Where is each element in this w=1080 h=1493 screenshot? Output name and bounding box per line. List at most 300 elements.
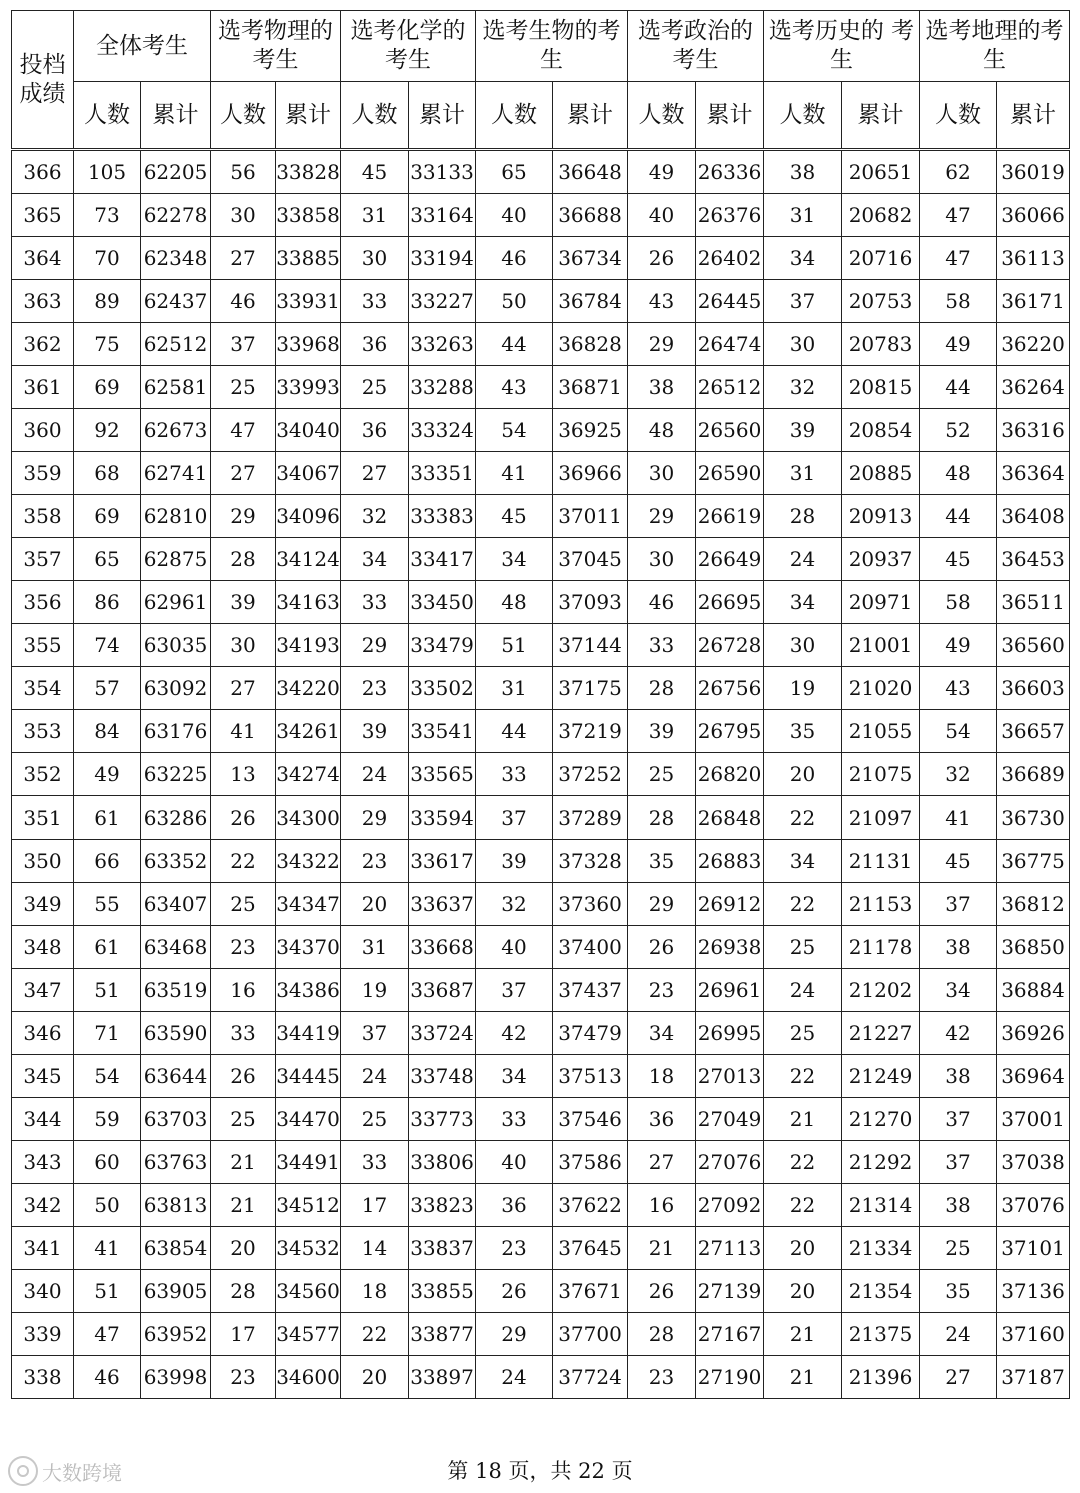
count-cell: 23 — [341, 667, 409, 710]
cumulative-cell: 33594 — [409, 796, 476, 839]
score-cell: 347 — [12, 968, 74, 1011]
count-cell: 29 — [628, 323, 696, 366]
count-cell: 25 — [764, 925, 842, 968]
group-header-physics: 选考物理的考生 — [211, 11, 341, 82]
group-header-all: 全体考生 — [74, 11, 211, 82]
cumulative-cell: 36775 — [997, 839, 1070, 882]
header-row-subcolumns — [12, 82, 1070, 150]
cumulative-cell: 33637 — [409, 882, 476, 925]
count-cell: 34 — [764, 839, 842, 882]
cumulative-cell: 33828 — [276, 150, 341, 194]
count-cell: 49 — [74, 753, 141, 796]
cumulative-cell: 63176 — [141, 710, 211, 753]
cumulative-cell: 37219 — [553, 710, 628, 753]
cumulative-cell: 37187 — [997, 1355, 1070, 1398]
cumulative-cell: 26756 — [696, 667, 764, 710]
count-header: 人数 — [764, 82, 842, 150]
count-cell: 41 — [74, 1226, 141, 1269]
page-number: 第 18 页，共 22 页 — [447, 1459, 633, 1483]
table-row — [12, 495, 1070, 538]
cumulative-cell: 37011 — [553, 495, 628, 538]
count-cell: 37 — [920, 1097, 997, 1140]
count-cell: 32 — [476, 882, 553, 925]
count-cell: 20 — [341, 882, 409, 925]
count-cell: 38 — [920, 1054, 997, 1097]
count-cell: 46 — [476, 237, 553, 280]
cumulative-cell: 20937 — [842, 538, 920, 581]
count-cell: 20 — [764, 1226, 842, 1269]
cumulative-cell: 36603 — [997, 667, 1070, 710]
table-row — [12, 1355, 1070, 1398]
table-row — [12, 882, 1070, 925]
cumulative-cell: 62810 — [141, 495, 211, 538]
cumulative-cell: 21396 — [842, 1355, 920, 1398]
cumulative-cell: 33748 — [409, 1054, 476, 1097]
cumulative-cell: 36220 — [997, 323, 1070, 366]
cumulative-cell: 37289 — [553, 796, 628, 839]
table-row — [12, 409, 1070, 452]
cumulative-cell: 34532 — [276, 1226, 341, 1269]
score-cell: 360 — [12, 409, 74, 452]
count-cell: 31 — [341, 925, 409, 968]
cumulative-cell: 33968 — [276, 323, 341, 366]
score-cell: 363 — [12, 280, 74, 323]
cumulative-cell: 21270 — [842, 1097, 920, 1140]
cumulative-cell: 36453 — [997, 538, 1070, 581]
count-cell: 24 — [341, 1054, 409, 1097]
count-cell: 23 — [628, 968, 696, 1011]
count-cell: 54 — [920, 710, 997, 753]
count-cell: 31 — [764, 452, 842, 495]
cumulative-cell: 34445 — [276, 1054, 341, 1097]
count-cell: 23 — [211, 925, 276, 968]
count-cell: 48 — [476, 581, 553, 624]
count-cell: 26 — [211, 796, 276, 839]
count-cell: 29 — [341, 796, 409, 839]
cumulative-cell: 33773 — [409, 1097, 476, 1140]
count-cell: 86 — [74, 581, 141, 624]
count-cell: 30 — [341, 237, 409, 280]
cumulative-cell: 62278 — [141, 194, 211, 237]
count-cell: 32 — [341, 495, 409, 538]
count-cell: 40 — [476, 194, 553, 237]
count-cell: 51 — [74, 1269, 141, 1312]
cumulative-cell: 63225 — [141, 753, 211, 796]
cumulative-cell: 62875 — [141, 538, 211, 581]
cumulative-cell: 27113 — [696, 1226, 764, 1269]
cumulative-cell: 33227 — [409, 280, 476, 323]
cumulative-cell: 36689 — [997, 753, 1070, 796]
count-cell: 35 — [764, 710, 842, 753]
cumulative-cell: 20854 — [842, 409, 920, 452]
cumulative-cell: 26336 — [696, 150, 764, 194]
cumulative-cell: 26649 — [696, 538, 764, 581]
count-cell: 22 — [764, 1140, 842, 1183]
cumulative-header: 累计 — [696, 82, 764, 150]
count-cell: 20 — [764, 753, 842, 796]
table-body — [12, 150, 1070, 1399]
count-cell: 44 — [476, 710, 553, 753]
count-cell: 46 — [74, 1355, 141, 1398]
count-cell: 70 — [74, 237, 141, 280]
cumulative-cell: 33351 — [409, 452, 476, 495]
count-cell: 37 — [920, 1140, 997, 1183]
cumulative-cell: 37076 — [997, 1183, 1070, 1226]
score-cell: 343 — [12, 1140, 74, 1183]
cumulative-cell: 27013 — [696, 1054, 764, 1097]
cumulative-cell: 63813 — [141, 1183, 211, 1226]
cumulative-cell: 27076 — [696, 1140, 764, 1183]
cumulative-cell: 63952 — [141, 1312, 211, 1355]
cumulative-cell: 33541 — [409, 710, 476, 753]
count-cell: 32 — [764, 366, 842, 409]
count-cell: 38 — [764, 150, 842, 194]
cumulative-cell: 33417 — [409, 538, 476, 581]
table-row — [12, 1097, 1070, 1140]
count-cell: 43 — [628, 280, 696, 323]
cumulative-cell: 36648 — [553, 150, 628, 194]
count-header: 人数 — [628, 82, 696, 150]
count-cell: 56 — [211, 150, 276, 194]
cumulative-cell: 37160 — [997, 1312, 1070, 1355]
cumulative-cell: 63644 — [141, 1054, 211, 1097]
cumulative-cell: 34560 — [276, 1269, 341, 1312]
cumulative-cell: 34193 — [276, 624, 341, 667]
count-cell: 39 — [341, 710, 409, 753]
count-cell: 74 — [74, 624, 141, 667]
cumulative-cell: 62437 — [141, 280, 211, 323]
count-cell: 37 — [476, 968, 553, 1011]
count-cell: 29 — [341, 624, 409, 667]
count-header: 人数 — [476, 82, 553, 150]
count-cell: 66 — [74, 839, 141, 882]
cumulative-cell: 26402 — [696, 237, 764, 280]
cumulative-cell: 33164 — [409, 194, 476, 237]
count-cell: 75 — [74, 323, 141, 366]
cumulative-cell: 37586 — [553, 1140, 628, 1183]
count-cell: 21 — [211, 1140, 276, 1183]
score-cell: 340 — [12, 1269, 74, 1312]
count-cell: 34 — [920, 968, 997, 1011]
count-cell: 84 — [74, 710, 141, 753]
table-row — [12, 581, 1070, 624]
cumulative-cell: 63407 — [141, 882, 211, 925]
count-cell: 25 — [211, 882, 276, 925]
cumulative-cell: 36364 — [997, 452, 1070, 495]
cumulative-cell: 33993 — [276, 366, 341, 409]
cumulative-cell: 20885 — [842, 452, 920, 495]
count-cell: 27 — [211, 237, 276, 280]
cumulative-cell: 37093 — [553, 581, 628, 624]
count-cell: 25 — [341, 366, 409, 409]
count-cell: 71 — [74, 1011, 141, 1054]
cumulative-cell: 21001 — [842, 624, 920, 667]
count-cell: 19 — [764, 667, 842, 710]
count-cell: 61 — [74, 796, 141, 839]
count-cell: 50 — [476, 280, 553, 323]
count-cell: 38 — [920, 1183, 997, 1226]
cumulative-cell: 36657 — [997, 710, 1070, 753]
cumulative-cell: 33885 — [276, 237, 341, 280]
cumulative-header: 累计 — [553, 82, 628, 150]
count-cell: 55 — [74, 882, 141, 925]
table-row — [12, 1226, 1070, 1269]
count-cell: 20 — [764, 1269, 842, 1312]
cumulative-cell: 37700 — [553, 1312, 628, 1355]
cumulative-cell: 26795 — [696, 710, 764, 753]
score-cell: 361 — [12, 366, 74, 409]
cumulative-cell: 33263 — [409, 323, 476, 366]
count-cell: 16 — [628, 1183, 696, 1226]
cumulative-cell: 21020 — [842, 667, 920, 710]
cumulative-cell: 34491 — [276, 1140, 341, 1183]
count-cell: 46 — [211, 280, 276, 323]
cumulative-cell: 33837 — [409, 1226, 476, 1269]
cumulative-cell: 36019 — [997, 150, 1070, 194]
cumulative-cell: 27190 — [696, 1355, 764, 1398]
count-header: 人数 — [211, 82, 276, 150]
cumulative-cell: 34370 — [276, 925, 341, 968]
count-cell: 31 — [476, 667, 553, 710]
cumulative-cell: 36926 — [997, 1011, 1070, 1054]
count-cell: 32 — [920, 753, 997, 796]
count-cell: 22 — [764, 882, 842, 925]
cumulative-cell: 34300 — [276, 796, 341, 839]
count-cell: 35 — [920, 1269, 997, 1312]
count-cell: 22 — [211, 839, 276, 882]
cumulative-cell: 63092 — [141, 667, 211, 710]
cumulative-cell: 36171 — [997, 280, 1070, 323]
count-cell: 37 — [920, 882, 997, 925]
cumulative-cell: 36066 — [997, 194, 1070, 237]
count-cell: 69 — [74, 495, 141, 538]
cumulative-cell: 36688 — [553, 194, 628, 237]
cumulative-cell: 26848 — [696, 796, 764, 839]
count-cell: 33 — [476, 753, 553, 796]
score-cell: 339 — [12, 1312, 74, 1355]
cumulative-cell: 26695 — [696, 581, 764, 624]
count-cell: 36 — [476, 1183, 553, 1226]
count-header: 人数 — [74, 82, 141, 150]
cumulative-cell: 26560 — [696, 409, 764, 452]
table-row — [12, 1269, 1070, 1312]
count-cell: 23 — [211, 1355, 276, 1398]
table-row — [12, 968, 1070, 1011]
cumulative-cell: 63854 — [141, 1226, 211, 1269]
score-cell: 352 — [12, 753, 74, 796]
score-cell: 345 — [12, 1054, 74, 1097]
count-cell: 45 — [476, 495, 553, 538]
count-cell: 44 — [920, 495, 997, 538]
cumulative-cell: 33931 — [276, 280, 341, 323]
count-cell: 45 — [920, 839, 997, 882]
cumulative-cell: 36884 — [997, 968, 1070, 1011]
count-cell: 27 — [211, 667, 276, 710]
table-row — [12, 710, 1070, 753]
count-cell: 21 — [211, 1183, 276, 1226]
count-cell: 40 — [476, 1140, 553, 1183]
cumulative-cell: 34096 — [276, 495, 341, 538]
count-cell: 29 — [211, 495, 276, 538]
cumulative-cell: 62673 — [141, 409, 211, 452]
count-cell: 36 — [628, 1097, 696, 1140]
score-cell: 351 — [12, 796, 74, 839]
score-cell: 359 — [12, 452, 74, 495]
count-cell: 47 — [211, 409, 276, 452]
cumulative-cell: 37175 — [553, 667, 628, 710]
cumulative-cell: 36925 — [553, 409, 628, 452]
score-cell: 365 — [12, 194, 74, 237]
cumulative-cell: 21075 — [842, 753, 920, 796]
cumulative-cell: 33617 — [409, 839, 476, 882]
table-row — [12, 624, 1070, 667]
count-cell: 34 — [341, 538, 409, 581]
score-cell: 338 — [12, 1355, 74, 1398]
count-cell: 30 — [628, 538, 696, 581]
count-cell: 18 — [341, 1269, 409, 1312]
count-cell: 27 — [341, 452, 409, 495]
count-cell: 59 — [74, 1097, 141, 1140]
cumulative-cell: 63763 — [141, 1140, 211, 1183]
count-cell: 33 — [341, 1140, 409, 1183]
cumulative-cell: 33479 — [409, 624, 476, 667]
count-cell: 39 — [211, 581, 276, 624]
count-cell: 27 — [211, 452, 276, 495]
cumulative-cell: 63286 — [141, 796, 211, 839]
cumulative-cell: 34274 — [276, 753, 341, 796]
cumulative-cell: 37045 — [553, 538, 628, 581]
count-cell: 21 — [764, 1097, 842, 1140]
count-cell: 30 — [211, 624, 276, 667]
cumulative-cell: 36812 — [997, 882, 1070, 925]
score-cell: 364 — [12, 237, 74, 280]
count-cell: 20 — [341, 1355, 409, 1398]
cumulative-cell: 36408 — [997, 495, 1070, 538]
cumulative-cell: 36850 — [997, 925, 1070, 968]
table-row — [12, 280, 1070, 323]
count-cell: 43 — [920, 667, 997, 710]
cumulative-cell: 34600 — [276, 1355, 341, 1398]
cumulative-header: 累计 — [409, 82, 476, 150]
count-cell: 34 — [764, 237, 842, 280]
cumulative-cell: 36316 — [997, 409, 1070, 452]
cumulative-cell: 33194 — [409, 237, 476, 280]
count-cell: 29 — [476, 1312, 553, 1355]
cumulative-cell: 21334 — [842, 1226, 920, 1269]
table-row — [12, 452, 1070, 495]
count-cell: 30 — [211, 194, 276, 237]
score-cell: 348 — [12, 925, 74, 968]
table-row — [12, 1011, 1070, 1054]
cumulative-cell: 26938 — [696, 925, 764, 968]
count-cell: 45 — [920, 538, 997, 581]
table-row — [12, 194, 1070, 237]
cumulative-cell: 62348 — [141, 237, 211, 280]
cumulative-cell: 37671 — [553, 1269, 628, 1312]
count-cell: 43 — [476, 366, 553, 409]
table-row — [12, 753, 1070, 796]
cumulative-cell: 36966 — [553, 452, 628, 495]
score-cell: 344 — [12, 1097, 74, 1140]
count-cell: 13 — [211, 753, 276, 796]
count-cell: 21 — [764, 1312, 842, 1355]
cumulative-cell: 21153 — [842, 882, 920, 925]
cumulative-cell: 27167 — [696, 1312, 764, 1355]
cumulative-cell: 34220 — [276, 667, 341, 710]
count-cell: 38 — [920, 925, 997, 968]
count-cell: 65 — [476, 150, 553, 194]
group-header-biology: 选考生物的考生 — [476, 11, 628, 82]
count-cell: 27 — [628, 1140, 696, 1183]
cumulative-cell: 62741 — [141, 452, 211, 495]
cumulative-cell: 33668 — [409, 925, 476, 968]
cumulative-cell: 33502 — [409, 667, 476, 710]
count-cell: 57 — [74, 667, 141, 710]
cumulative-cell: 21314 — [842, 1183, 920, 1226]
table-row — [12, 1140, 1070, 1183]
cumulative-cell: 33324 — [409, 409, 476, 452]
cumulative-cell: 37546 — [553, 1097, 628, 1140]
score-cell: 354 — [12, 667, 74, 710]
cumulative-cell: 37038 — [997, 1140, 1070, 1183]
cumulative-cell: 33823 — [409, 1183, 476, 1226]
cumulative-cell: 63352 — [141, 839, 211, 882]
cumulative-cell: 33724 — [409, 1011, 476, 1054]
count-cell: 29 — [628, 495, 696, 538]
count-cell: 51 — [74, 968, 141, 1011]
count-cell: 16 — [211, 968, 276, 1011]
count-cell: 37 — [211, 323, 276, 366]
count-cell: 28 — [628, 667, 696, 710]
count-cell: 21 — [628, 1226, 696, 1269]
group-header-geography: 选考地理的考生 — [920, 11, 1070, 82]
cumulative-cell: 34322 — [276, 839, 341, 882]
table-row — [12, 1312, 1070, 1355]
cumulative-cell: 36730 — [997, 796, 1070, 839]
cumulative-cell: 36828 — [553, 323, 628, 366]
count-cell: 61 — [74, 925, 141, 968]
cumulative-cell: 33806 — [409, 1140, 476, 1183]
count-cell: 69 — [74, 366, 141, 409]
table-row — [12, 1054, 1070, 1097]
cumulative-cell: 63519 — [141, 968, 211, 1011]
cumulative-cell: 63905 — [141, 1269, 211, 1312]
cumulative-cell: 36511 — [997, 581, 1070, 624]
cumulative-cell: 33133 — [409, 150, 476, 194]
cumulative-header: 累计 — [141, 82, 211, 150]
cumulative-cell: 36560 — [997, 624, 1070, 667]
cumulative-cell: 34386 — [276, 968, 341, 1011]
score-table — [11, 10, 1070, 1399]
count-cell: 27 — [920, 1355, 997, 1398]
count-cell: 22 — [764, 1054, 842, 1097]
count-cell: 46 — [628, 581, 696, 624]
count-cell: 36 — [341, 323, 409, 366]
cumulative-cell: 26376 — [696, 194, 764, 237]
cumulative-cell: 37101 — [997, 1226, 1070, 1269]
cumulative-cell: 37252 — [553, 753, 628, 796]
table-row — [12, 150, 1070, 194]
cumulative-cell: 21292 — [842, 1140, 920, 1183]
cumulative-cell: 34470 — [276, 1097, 341, 1140]
cumulative-cell: 26912 — [696, 882, 764, 925]
count-cell: 25 — [341, 1097, 409, 1140]
cumulative-cell: 21131 — [842, 839, 920, 882]
cumulative-cell: 27139 — [696, 1269, 764, 1312]
cumulative-cell: 26619 — [696, 495, 764, 538]
cumulative-cell: 21375 — [842, 1312, 920, 1355]
count-cell: 44 — [920, 366, 997, 409]
